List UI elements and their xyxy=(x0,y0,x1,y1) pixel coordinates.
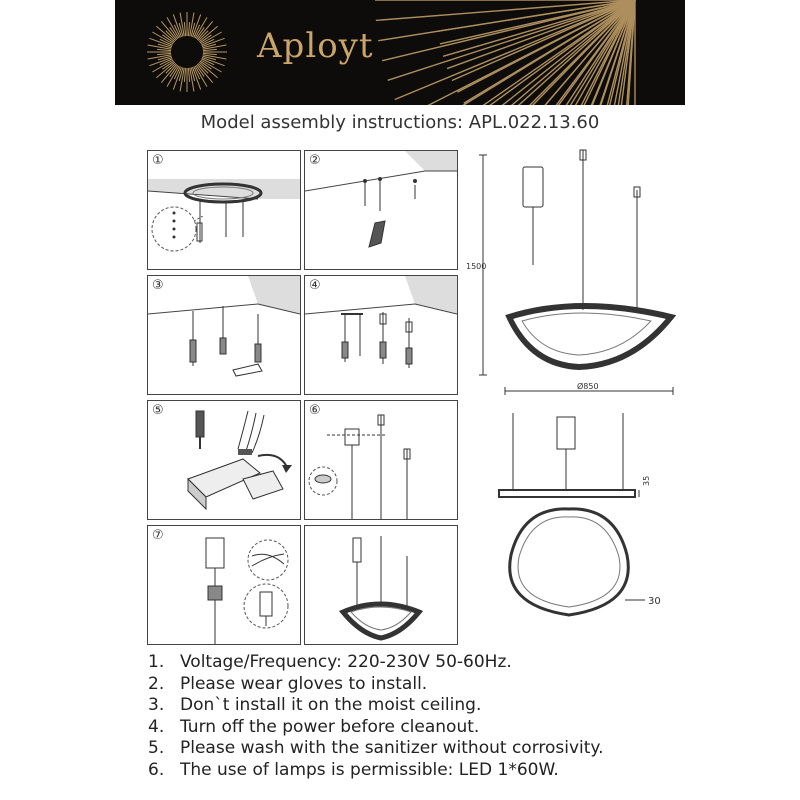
step-3-panel xyxy=(147,275,301,395)
step-number: ⑤ xyxy=(152,403,164,418)
step-4-panel xyxy=(304,275,458,395)
step-number: ① xyxy=(152,153,164,168)
note-item: 1. Voltage/Frequency: 220-230V 50-60Hz. xyxy=(148,652,512,672)
height-dimension: 1500 xyxy=(466,262,487,271)
step-number: ② xyxy=(309,153,321,168)
dimension-drawing xyxy=(465,145,680,635)
notes-list xyxy=(148,652,788,781)
step-5-panel xyxy=(147,400,301,520)
note-item: 4. Turn off the power before cleanout. xyxy=(148,716,480,737)
step-2-panel xyxy=(304,150,458,270)
step-6-panel xyxy=(304,400,458,520)
step-final-panel xyxy=(304,525,458,645)
note-item: 6. The use of lamps is permissible: LED 1*60W. xyxy=(148,759,559,780)
brand-logo: Aployt xyxy=(257,26,374,66)
note-item: 2. Please wear gloves to install. xyxy=(148,673,428,694)
step-number: ③ xyxy=(152,278,164,293)
sunburst-graphic xyxy=(115,0,685,105)
page-title: Model assembly instructions: APL.022.13.60 xyxy=(200,112,600,133)
step-1-panel xyxy=(147,150,301,270)
step-number: ⑦ xyxy=(152,528,164,543)
thickness-dimension: 35 xyxy=(642,475,651,486)
note-item: 5. Please wash with the sanitizer without corrosivity. xyxy=(148,738,604,758)
step-7-panel xyxy=(147,525,301,645)
width-dimension: 30 xyxy=(648,596,661,607)
note-item: 3. Don`t install it on the moist ceiling. xyxy=(148,695,482,715)
step-number: ⑥ xyxy=(309,403,321,418)
diameter-dimension: Ø850 xyxy=(577,382,599,391)
step-number: ④ xyxy=(309,278,321,293)
brand-banner xyxy=(115,0,685,105)
